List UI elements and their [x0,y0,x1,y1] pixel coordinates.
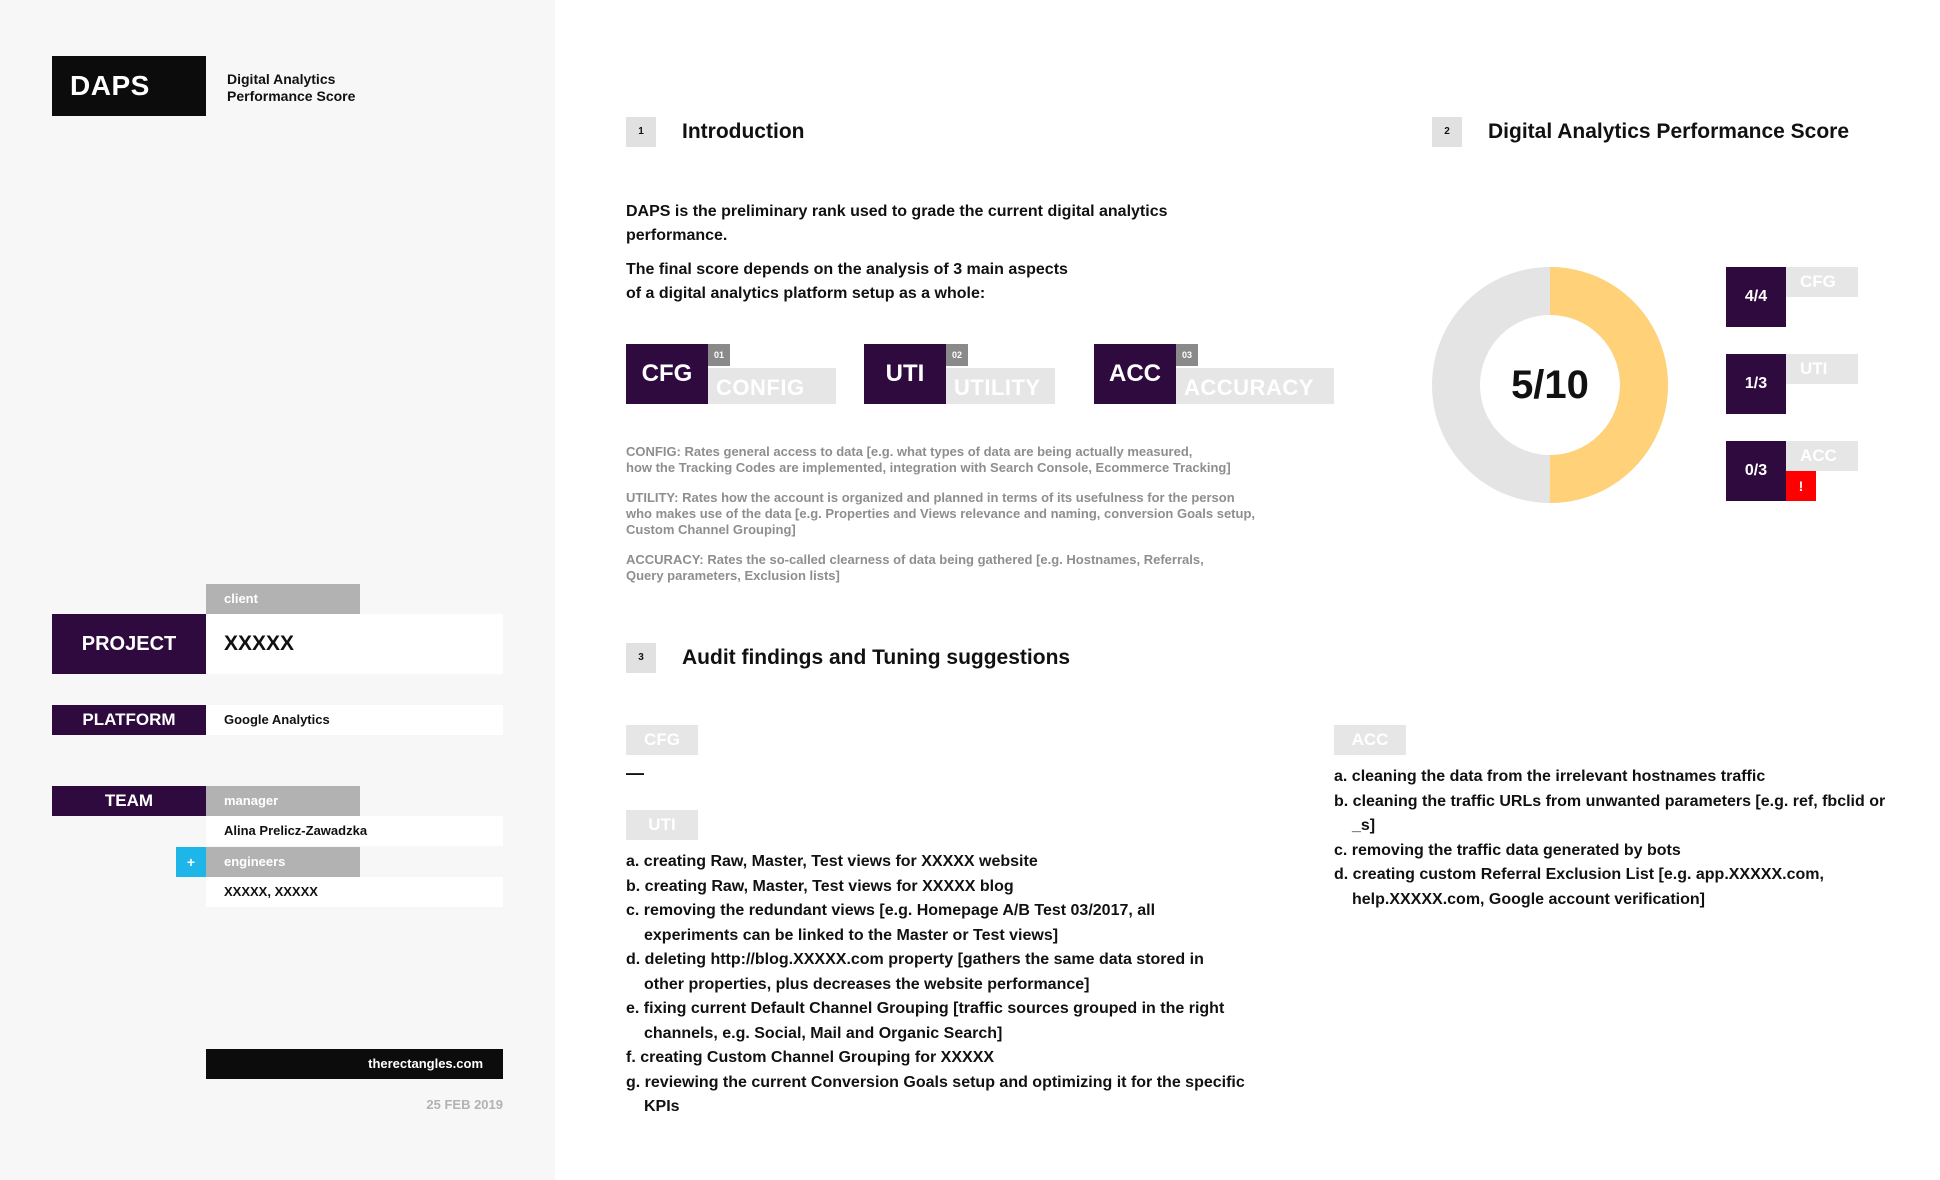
findings-acc-list [1334,765,1894,912]
list-item: g. reviewing the current Conversion Goals setup and optimizing it for the specific KPIs [626,1073,1245,1115]
utility-description [626,490,1326,538]
accuracy-desc-line2: Query parameters, Exclusion lists] [626,568,840,583]
total-score: 5/10 [1511,363,1589,407]
list-item: a. creating Raw, Master, Test views for XXXXX website [626,853,1038,870]
brand-subtitle-line2: Performance Score [227,88,356,104]
findings-cfg-tag: CFG [626,725,698,755]
platform-value: Google Analytics [206,705,503,735]
website-link[interactable]: therectangles.com [206,1049,503,1079]
add-engineer-button[interactable]: + [176,847,206,877]
intro-paragraph-1 [626,200,1266,248]
section-title-score: Digital Analytics Performance Score [1488,120,1850,143]
intro-p1-line1: DAPS is the preliminary rank used to grade the current digital analytics [626,203,1168,220]
brand-subtitle [227,71,387,105]
daps-logo: DAPS [52,56,206,116]
engineers-value: XXXXX, XXXXX [206,877,503,907]
accuracy-desc-line1: ACCURACY: Rates the so-called clearness of data being gathered [e.g. Hostnames, Referrals, [626,552,1204,567]
config-desc-line2: how the Tracking Codes are implemented, integration with Search Console, Ecommerce Tracking] [626,460,1231,475]
acc-score-value: 0/3 [1726,441,1786,501]
intro-paragraph-2 [626,258,1266,306]
utility-desc-line2: who makes use of the data [e.g. Properties and Views relevance and naming, conversion Goals setup, [626,506,1256,521]
utility-desc-line1: UTILITY: Rates how the account is organized and planned in terms of its usefulness for the person [626,490,1235,505]
intro-p2-line2: of a digital analytics platform setup as a whole: [626,285,986,302]
client-tag: client [206,584,360,614]
acc-score-tag: ACC [1786,441,1858,471]
engineers-tag: engineers [206,847,360,877]
aspect-number: 01 [708,344,730,366]
list-item: c. removing the traffic data generated by bots [1334,841,1681,859]
list-item: b. creating Raw, Master, Test views for XXXXX blog [626,877,1014,895]
list-item: d. deleting http://blog.XXXXX.com property [gathers the same data stored in other properties, plus decreases the website performance] [626,951,1204,993]
aspect-badge-utility [864,344,1055,404]
list-item: d. creating custom Referral Exclusion List [e.g. app.XXXXX.com, help.XXXXX.com, Google account verification] [1334,866,1824,908]
uti-score-tag: UTI [1786,354,1858,384]
report-date: 25 FEB 2019 [426,1097,503,1112]
cfg-score-value: 4/4 [1726,267,1786,327]
aspect-badge-config [626,344,836,404]
config-description [626,444,1326,476]
section-number-2: 2 [1432,117,1462,147]
section-number-1: 1 [626,117,656,147]
findings-cfg-text: — [626,763,644,783]
platform-label: PLATFORM [52,705,206,735]
aspect-code: UTI [864,344,946,404]
aspect-number: 02 [946,344,968,366]
project-label: PROJECT [52,614,206,674]
aspect-badge-accuracy [1094,344,1334,404]
project-value: XXXXX [206,614,503,674]
config-desc-line1: CONFIG: Rates general access to data [e.g. what types of data are being actually measured, [626,444,1193,459]
list-item: a. cleaning the data from the irrelevant hostnames traffic [1334,768,1766,785]
section-title-introduction: Introduction [682,120,805,143]
aspect-code: ACC [1094,344,1176,404]
section-title-audit: Audit findings and Tuning suggestions [682,646,1071,669]
manager-tag: manager [206,786,360,816]
brand-subtitle-line1: Digital Analytics [227,71,336,87]
section-number-3: 3 [626,643,656,673]
accuracy-description [626,552,1326,584]
intro-p1-line2: performance. [626,227,728,244]
team-label: TEAM [52,786,206,816]
warning-icon: ! [1786,471,1816,501]
findings-uti-tag: UTI [626,810,698,840]
list-item: b. cleaning the traffic URLs from unwanted parameters [e.g. ref, fbclid or _s] [1334,792,1886,834]
findings-acc-tag: ACC [1334,725,1406,755]
list-item: c. removing the redundant views [e.g. Homepage A/B Test 03/2017, all experiments can be linked to the Master or Test views] [626,902,1156,944]
findings-uti-list [626,850,1246,1120]
list-item: f. creating Custom Channel Grouping for XXXXX [626,1049,995,1066]
aspect-number: 03 [1176,344,1198,366]
intro-p2-line1: The final score depends on the analysis of 3 main aspects [626,261,1068,278]
utility-desc-line3: Custom Channel Grouping] [626,522,796,537]
aspect-word: UTILITY [946,368,1055,404]
aspect-word: CONFIG [708,368,836,404]
uti-score-value: 1/3 [1726,354,1786,414]
aspect-word: ACCURACY [1176,368,1334,404]
manager-value: Alina Prelicz-Zawadzka [206,816,503,846]
aspect-code: CFG [626,344,708,404]
list-item: e. fixing current Default Channel Grouping [traffic sources grouped in the right channels, e.g. Social, Mail and Organic Search] [626,1000,1225,1042]
cfg-score-tag: CFG [1786,267,1858,297]
